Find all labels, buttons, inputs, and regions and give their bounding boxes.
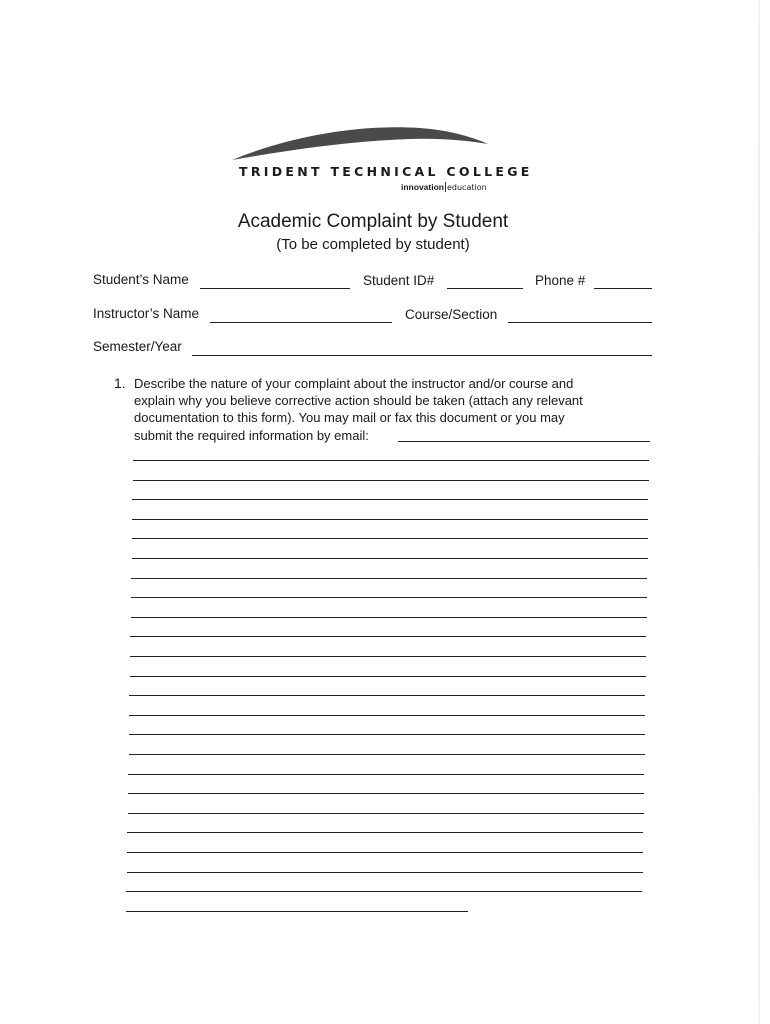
question-line: Describe the nature of your complaint about the instructor and/or course and [134,376,574,391]
answer-line[interactable] [128,774,644,775]
answer-line[interactable] [132,499,648,500]
answer-line[interactable] [130,636,646,637]
question-line: submit the required information by email: [134,427,369,443]
course-section-field[interactable] [508,322,652,323]
semester-year-field[interactable] [192,355,652,356]
answer-line[interactable] [131,617,647,618]
answer-line[interactable] [133,480,649,481]
student-id-label: Student ID# [363,273,435,288]
course-section-label: Course/Section [405,307,498,322]
answer-line[interactable] [129,695,645,696]
student-name-label: Student’s Name [93,272,189,287]
answer-line[interactable] [131,597,647,598]
answer-line[interactable] [130,656,646,657]
answer-line[interactable] [133,460,649,461]
email-field[interactable] [398,441,650,442]
college-logo [230,122,490,162]
answer-line[interactable] [126,891,642,892]
answer-line[interactable] [131,578,647,579]
tagline-separator [445,182,446,192]
answer-line[interactable] [127,852,643,853]
tagline-innovation: innovation [401,182,444,192]
tagline-education: education [446,183,487,192]
answer-line[interactable] [129,754,645,755]
instructor-name-field[interactable] [210,322,392,323]
answer-line[interactable] [129,715,645,716]
form-subtitle: (To be completed by student) [276,236,470,253]
student-id-field[interactable] [447,288,523,289]
answer-line[interactable] [132,558,648,559]
phone-label: Phone # [535,273,586,288]
college-name: TRIDENT TECHNICAL COLLEGE [239,164,533,179]
question-number: 1. [114,375,126,391]
phone-field[interactable] [594,288,652,289]
answer-line[interactable] [132,538,648,539]
student-name-field[interactable] [200,288,350,289]
answer-line[interactable] [126,911,468,912]
answer-line[interactable] [129,734,645,735]
answer-line[interactable] [130,676,646,677]
answer-line[interactable] [128,813,644,814]
answer-line[interactable] [127,832,643,833]
semester-year-label: Semester/Year [93,339,182,354]
question-line: explain why you believe corrective action should be taken (attach any relevant [134,393,583,409]
answer-line[interactable] [132,519,648,520]
instructor-name-label: Instructor’s Name [93,306,200,321]
page-edge [758,0,760,1024]
form-title: Academic Complaint by Student [237,211,509,232]
question-line: documentation to this form). You may mail or fax this document or you may [134,410,565,426]
answer-line[interactable] [128,793,644,794]
question-text [134,375,644,444]
answer-line[interactable] [127,872,643,873]
college-tagline [401,182,487,192]
